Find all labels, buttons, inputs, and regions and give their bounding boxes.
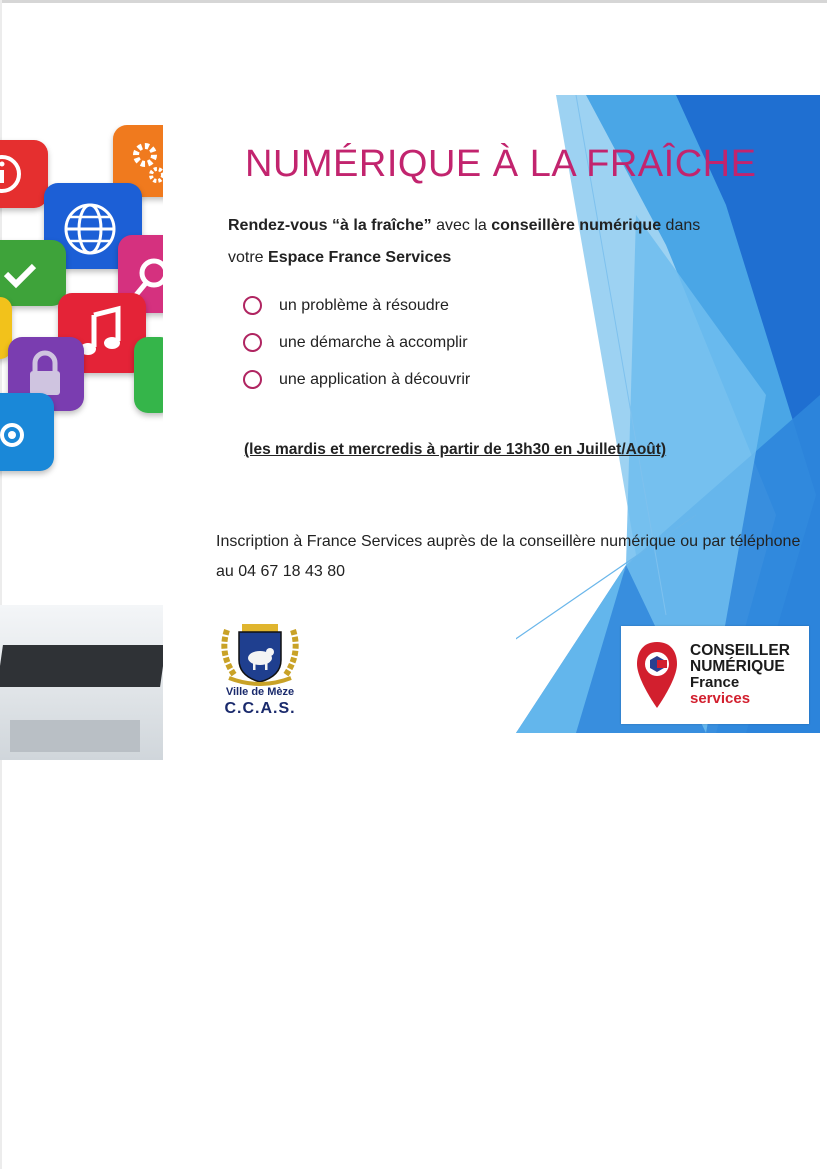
intro-part-7: Espace France Services — [268, 249, 452, 266]
circle-bullet-icon — [243, 370, 262, 389]
inscription-text: Inscription à France Services auprès de la conseillère numérique ou par téléphone au 04 67 18 43 80 — [216, 533, 801, 580]
laptop-keyboard — [0, 645, 163, 687]
camera-icon — [0, 393, 54, 471]
schedule-text: (les mardis et mercredis à partir de 13h30 en Juillet/Août) — [244, 441, 667, 458]
info-icon — [0, 140, 48, 208]
cn-line-2: NUMÉRIQUE — [690, 658, 785, 675]
app-icons-collage — [0, 125, 163, 760]
list-item — [243, 361, 470, 398]
bullet-list — [243, 287, 470, 398]
bullet-text: une application à découvrir — [279, 370, 471, 388]
bullet-text: une démarche à accomplir — [279, 333, 468, 351]
coat-of-arms-icon — [215, 620, 305, 686]
cn-line-4: services — [690, 690, 751, 707]
intro-part-6: votre — [228, 249, 264, 266]
cn-line-3: France — [690, 674, 740, 691]
cn-line-1: CONSEILLER — [690, 642, 790, 659]
circle-bullet-icon — [243, 296, 262, 315]
intro-text — [228, 210, 738, 274]
ccas-logo — [215, 620, 305, 720]
intro-part-1: Rendez-vous — [228, 217, 328, 234]
laptop-trackpad — [10, 720, 140, 752]
ccas-town: Ville de Mèze — [225, 686, 295, 698]
conseiller-numerique-logo — [621, 626, 809, 724]
checkmark-icon — [0, 240, 66, 306]
intro-part-3: avec la — [436, 217, 487, 234]
flyer — [0, 95, 820, 735]
circle-bullet-icon — [243, 333, 262, 352]
intro-part-5: dans — [665, 217, 701, 234]
list-item — [243, 287, 470, 324]
list-item — [243, 324, 470, 361]
bullet-text: un problème à résoudre — [279, 296, 449, 314]
ccas-name: C.C.A.S. — [224, 700, 296, 717]
intro-part-2: “à la fraîche” — [332, 217, 432, 234]
conseiller-text — [690, 643, 790, 707]
page-title: NUMÉRIQUE À LA FRAÎCHE — [245, 143, 757, 185]
map-pin-icon — [635, 640, 679, 710]
intro-part-4: conseillère numérique — [491, 217, 662, 234]
scan-edge-top — [0, 0, 827, 3]
green-app-icon — [134, 337, 163, 413]
